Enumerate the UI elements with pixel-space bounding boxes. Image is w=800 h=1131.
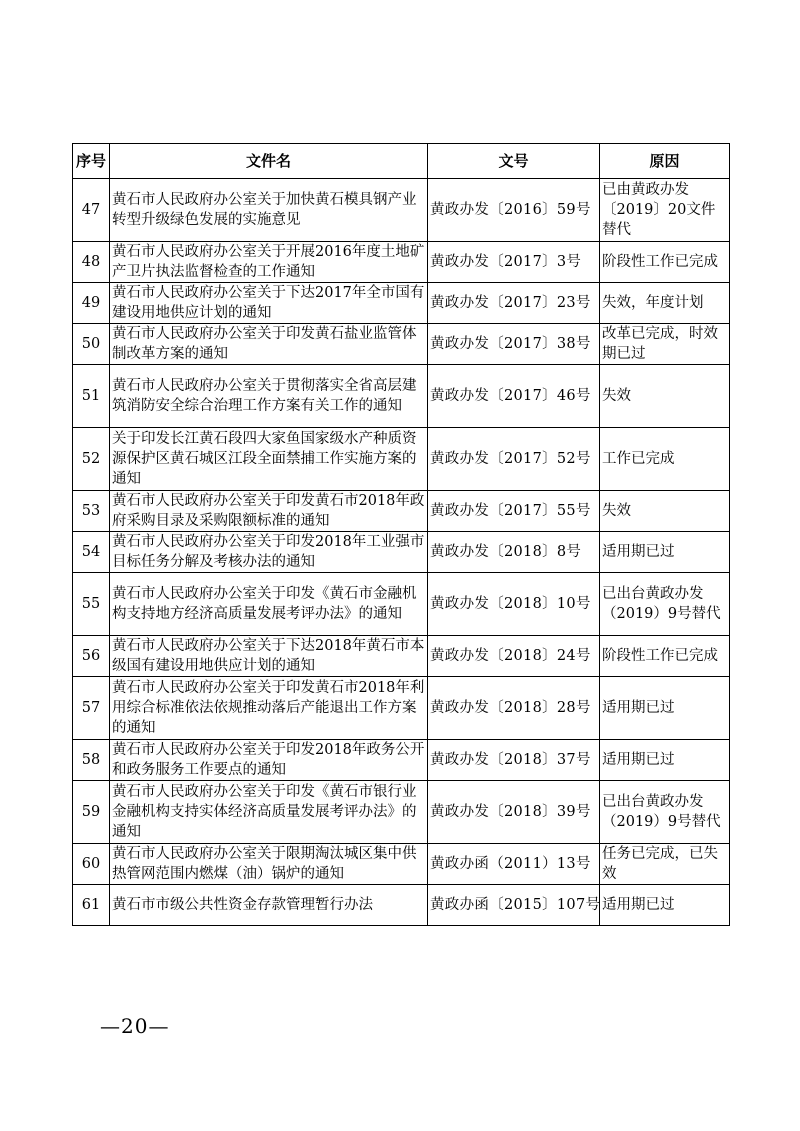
- row-file-name: 黄石市人民政府办公室关于印发2018年工业强市目标任务分解及考核办法的通知: [110, 532, 428, 573]
- table-row: [73, 365, 730, 428]
- row-file-name: 黄石市人民政府办公室关于加快黄石模具钢产业转型升级绿色发展的实施意见: [110, 179, 428, 242]
- table-row: [73, 532, 730, 573]
- row-reason: 适用期已过: [600, 885, 730, 926]
- row-file-name: 黄石市人民政府办公室关于印发黄石市2018年政府采购目录及采购限额标准的通知: [110, 491, 428, 532]
- table-row: [73, 242, 730, 283]
- row-seq: 52: [73, 428, 110, 491]
- row-reason: 已出台黄政办发（2019）9号替代: [600, 781, 730, 844]
- row-seq: 61: [73, 885, 110, 926]
- row-doc-number: 黄政办发〔2018〕39号: [428, 781, 600, 844]
- row-doc-number: 黄政办发〔2018〕37号: [428, 740, 600, 781]
- table-row: [73, 179, 730, 242]
- row-file-name: 关于印发长江黄石段四大家鱼国家级水产种质资源保护区黄石城区江段全面禁捕工作实施方案的通知: [110, 428, 428, 491]
- row-reason: 失效: [600, 365, 730, 428]
- row-reason: 适用期已过: [600, 532, 730, 573]
- table-row: [73, 636, 730, 677]
- row-seq: 59: [73, 781, 110, 844]
- row-file-name: 黄石市人民政府办公室关于印发《黄石市金融机构支持地方经济高质量发展考评办法》的通知: [110, 573, 428, 636]
- row-doc-number: 黄政办函〔2015〕107号: [428, 885, 600, 926]
- table-row: [73, 844, 730, 885]
- table-row: [73, 324, 730, 365]
- header-seq: 序号: [73, 144, 110, 179]
- row-doc-number: 黄政办发〔2018〕28号: [428, 677, 600, 740]
- row-seq: 56: [73, 636, 110, 677]
- row-doc-number: 黄政办发〔2017〕3号: [428, 242, 600, 283]
- row-reason: 工作已完成: [600, 428, 730, 491]
- row-reason: 已由黄政办发〔2019〕20文件替代: [600, 179, 730, 242]
- row-doc-number: 黄政办发〔2017〕55号: [428, 491, 600, 532]
- table-row: [73, 740, 730, 781]
- row-seq: 60: [73, 844, 110, 885]
- row-file-name: 黄石市人民政府办公室关于下达2017年全市国有建设用地供应计划的通知: [110, 283, 428, 324]
- table-row: [73, 573, 730, 636]
- row-file-name: 黄石市人民政府办公室关于印发黄石盐业监管体制改革方案的通知: [110, 324, 428, 365]
- row-seq: 51: [73, 365, 110, 428]
- row-doc-number: 黄政办发〔2017〕52号: [428, 428, 600, 491]
- header-reason: 原因: [600, 144, 730, 179]
- row-file-name: 黄石市市级公共性资金存款管理暂行办法: [110, 885, 428, 926]
- row-file-name: 黄石市人民政府办公室关于贯彻落实全省高层建筑消防安全综合治理工作方案有关工作的通知: [110, 365, 428, 428]
- row-file-name: 黄石市人民政府办公室关于下达2018年黄石市本级国有建设用地供应计划的通知: [110, 636, 428, 677]
- table-header-row: [73, 144, 730, 179]
- row-seq: 55: [73, 573, 110, 636]
- table-row: [73, 283, 730, 324]
- table-row: [73, 885, 730, 926]
- row-seq: 50: [73, 324, 110, 365]
- row-doc-number: 黄政办发〔2018〕10号: [428, 573, 600, 636]
- row-seq: 58: [73, 740, 110, 781]
- row-doc-number: 黄政办发〔2018〕8号: [428, 532, 600, 573]
- row-reason: 改革已完成，时效期已过: [600, 324, 730, 365]
- document-table: [72, 143, 730, 926]
- header-name: 文件名: [110, 144, 428, 179]
- page-number: —20—: [100, 1014, 170, 1038]
- row-reason: 失效，年度计划: [600, 283, 730, 324]
- row-reason: 失效: [600, 491, 730, 532]
- row-reason: 阶段性工作已完成: [600, 242, 730, 283]
- row-reason: 已出台黄政办发（2019）9号替代: [600, 573, 730, 636]
- row-seq: 47: [73, 179, 110, 242]
- row-reason: 任务已完成，已失效: [600, 844, 730, 885]
- row-seq: 48: [73, 242, 110, 283]
- row-reason: 适用期已过: [600, 740, 730, 781]
- row-doc-number: 黄政办发〔2017〕46号: [428, 365, 600, 428]
- row-doc-number: 黄政办发〔2017〕38号: [428, 324, 600, 365]
- table-row: [73, 677, 730, 740]
- row-seq: 54: [73, 532, 110, 573]
- header-number: 文号: [428, 144, 600, 179]
- row-file-name: 黄石市人民政府办公室关于印发黄石市2018年利用综合标准依法依规推动落后产能退出工作方案的通知: [110, 677, 428, 740]
- row-file-name: 黄石市人民政府办公室关于印发2018年政务公开和政务服务工作要点的通知: [110, 740, 428, 781]
- row-seq: 49: [73, 283, 110, 324]
- row-file-name: 黄石市人民政府办公室关于限期淘汰城区集中供热管网范围内燃煤（油）锅炉的通知: [110, 844, 428, 885]
- row-file-name: 黄石市人民政府办公室关于印发《黄石市银行业金融机构支持实体经济高质量发展考评办法》的通知: [110, 781, 428, 844]
- row-reason: 阶段性工作已完成: [600, 636, 730, 677]
- row-seq: 57: [73, 677, 110, 740]
- table-row: [73, 428, 730, 491]
- row-doc-number: 黄政办发〔2016〕59号: [428, 179, 600, 242]
- row-doc-number: 黄政办发〔2018〕24号: [428, 636, 600, 677]
- row-file-name: 黄石市人民政府办公室关于开展2016年度土地矿产卫片执法监督检查的工作通知: [110, 242, 428, 283]
- row-doc-number: 黄政办发〔2017〕23号: [428, 283, 600, 324]
- row-doc-number: 黄政办函（2011）13号: [428, 844, 600, 885]
- table-row: [73, 781, 730, 844]
- table-row: [73, 491, 730, 532]
- row-reason: 适用期已过: [600, 677, 730, 740]
- row-seq: 53: [73, 491, 110, 532]
